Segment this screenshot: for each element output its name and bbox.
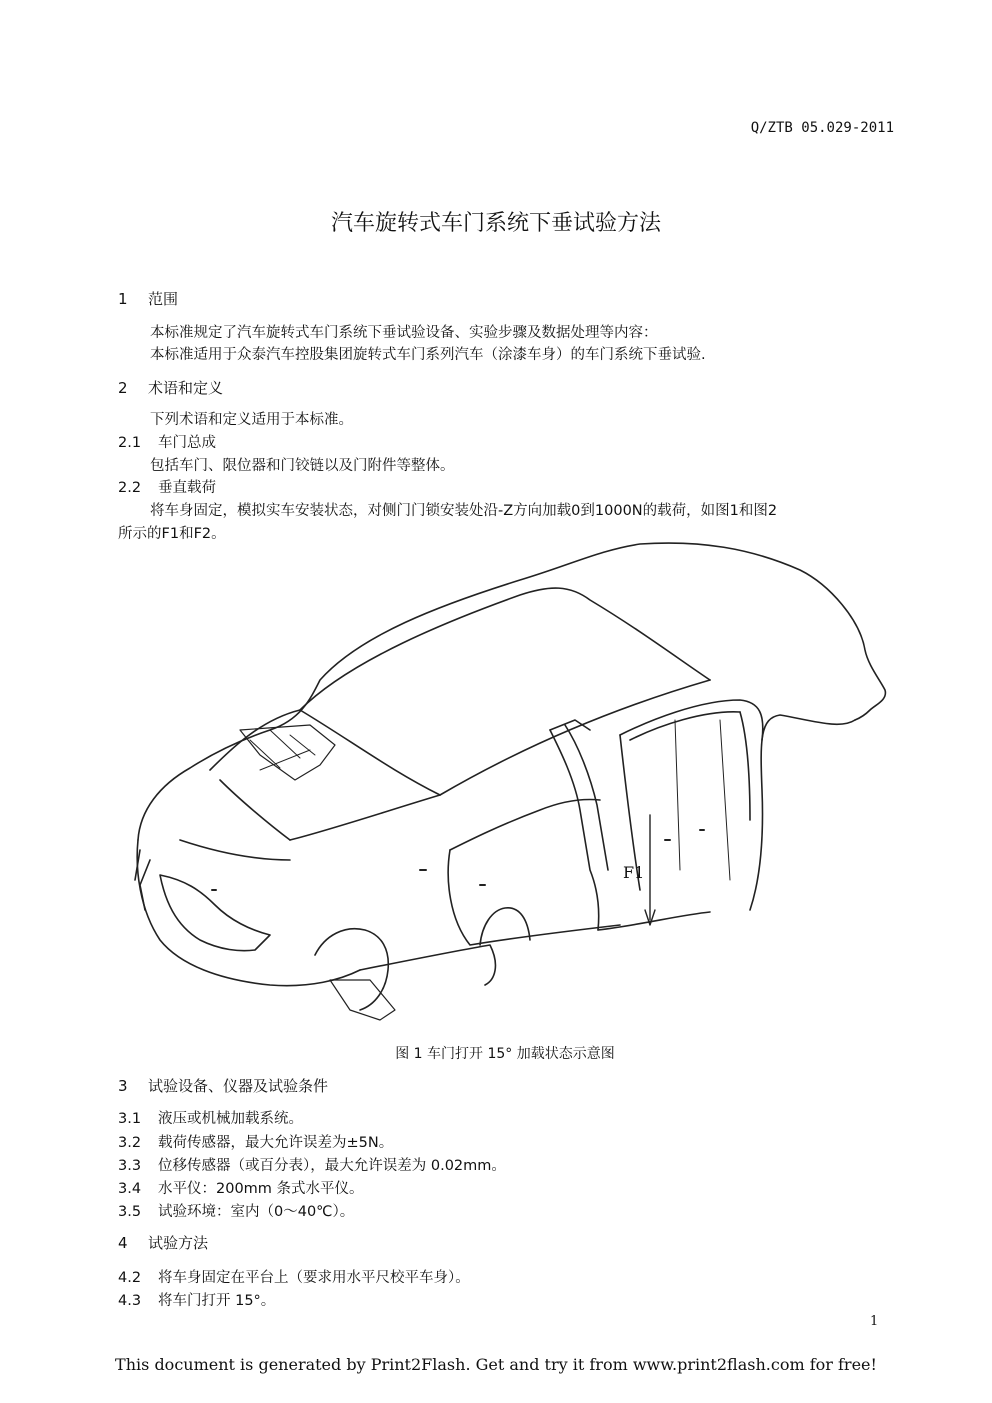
item-text: 位移传感器（或百分表），最大允许误差为 0.02mm。 (158, 1158, 506, 1174)
subsection-number: 2.2 (118, 480, 142, 496)
subsection-2-2-heading (118, 476, 216, 497)
document-title: 汽车旋转式车门系统下垂试验方法 (330, 211, 661, 236)
item-text: 水平仪：200mm 条式水平仪。 (158, 1181, 364, 1197)
paragraph: 本标准适用于众泰汽车控股集团旋转式车门系列汽车（涂漆车身）的车门系统下垂试验. (150, 347, 706, 363)
item-number: 3.4 (118, 1181, 142, 1197)
paragraph: 包括车门、限位器和门铰链以及门附件等整体。 (150, 458, 455, 474)
list-item (118, 1154, 506, 1175)
item-text: 液压或机械加载系统。 (158, 1111, 303, 1127)
section-title: 范围 (148, 290, 179, 308)
paragraph: 下列术语和定义适用于本标准。 (150, 412, 353, 428)
figure-caption: 图 1 车门打开 15° 加载状态示意图 (395, 1046, 615, 1062)
paragraph: 本标准规定了汽车旋转式车门系统下垂试验设备、实验步骤及数据处理等内容： (150, 325, 658, 341)
section-number: 4 (118, 1234, 128, 1252)
force-label-f1: F1 (623, 863, 645, 882)
page-number: 1 (870, 1314, 879, 1329)
item-number: 4.3 (118, 1293, 142, 1309)
section-1-heading (118, 288, 178, 309)
item-number: 3.1 (118, 1111, 142, 1127)
item-text: 试验环境：室内（0～40℃）。 (158, 1204, 355, 1220)
list-item (118, 1107, 303, 1128)
list-item (118, 1266, 470, 1287)
document-code: Q/ZTB 05.029-2011 (750, 120, 894, 136)
subsection-title: 车门总成 (158, 435, 216, 451)
footer-notice: This document is generated by Print2Flash. Get and try it from www.print2flash.com for free! (115, 1355, 877, 1374)
section-4-heading (118, 1232, 208, 1253)
item-number: 3.3 (118, 1158, 142, 1174)
list-item (118, 1177, 364, 1198)
section-3-heading (118, 1075, 328, 1096)
subsection-title: 垂直载荷 (158, 480, 216, 496)
subsection-2-1-heading (118, 431, 216, 452)
item-text: 载荷传感器，最大允许误差为±5N。 (158, 1135, 394, 1151)
item-text: 将车身固定在平台上（要求用水平尺校平车身）。 (158, 1270, 470, 1286)
item-text: 将车门打开 15°。 (158, 1293, 276, 1309)
section-number: 2 (118, 379, 128, 397)
list-item (118, 1131, 393, 1152)
section-title: 术语和定义 (148, 379, 224, 397)
item-number: 3.2 (118, 1135, 142, 1151)
item-number: 3.5 (118, 1204, 142, 1220)
section-title: 试验设备、仪器及试验条件 (148, 1077, 329, 1095)
section-number: 1 (118, 290, 128, 308)
item-number: 4.2 (118, 1270, 142, 1286)
paragraph: 将车身固定，模拟实车安装状态，对侧门门锁安装处沿-Z方向加载0到1000N的载荷，如图1和图2 (150, 503, 778, 519)
list-item (118, 1200, 354, 1221)
car-body-figure (120, 540, 890, 1035)
section-title: 试验方法 (148, 1234, 209, 1252)
section-number: 3 (118, 1077, 128, 1095)
section-2-heading (118, 377, 223, 398)
paragraph-continuation: 所示的F1和F2。 (118, 526, 226, 542)
subsection-number: 2.1 (118, 435, 142, 451)
list-item (118, 1289, 275, 1310)
